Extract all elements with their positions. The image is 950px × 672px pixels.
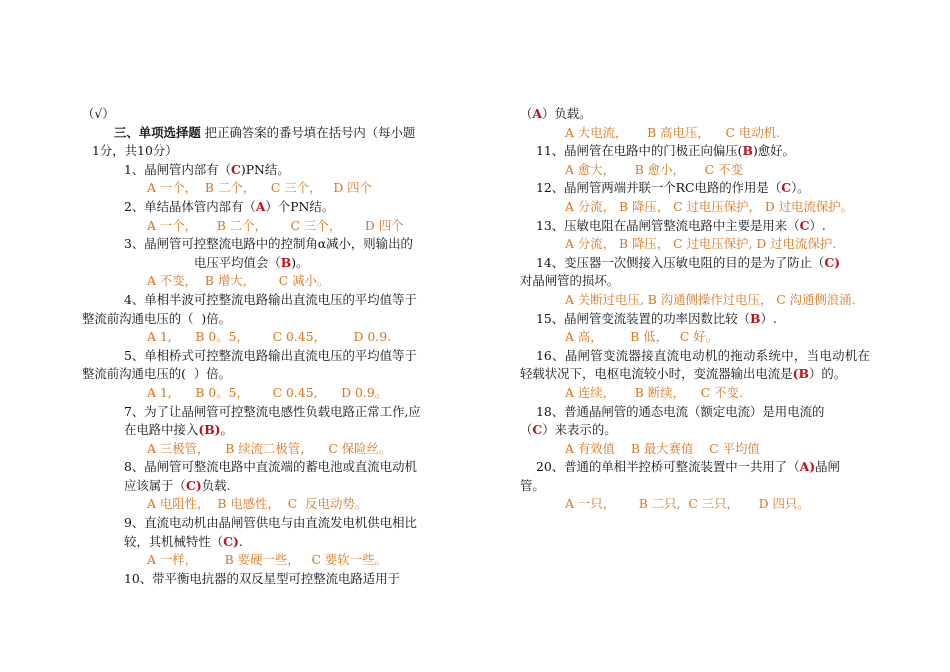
section-heading (82, 124, 447, 143)
answer-8: C) (185, 477, 202, 493)
options-14: A 关断过电压, B 沟通侧操作过电压， C 沟通侧浪涌. (565, 291, 856, 307)
question-5: 5、单相桥式可控整流电路输出直流电压的平均值等于 (124, 347, 417, 363)
question-13: 13、压敏电阻在晶闸管整流电路中主要是用来（C）. (536, 217, 826, 233)
question-20: 20、普通的单相半控桥可整流装置中一共用了（A)晶闸 (536, 459, 840, 475)
answer-3: B (280, 254, 292, 270)
question-10-cont: （A）负载。 (520, 106, 592, 121)
answer-12: C (781, 180, 792, 196)
question-14-cont: 对晶闸管的损坏。 (520, 273, 620, 289)
answer-2: A (255, 198, 266, 214)
question-3-cont: 电压平均值会（B)。 (194, 254, 309, 270)
question-7: 7、为了让晶闸管可控整流电感性负载电路正常工作,应 (124, 403, 421, 419)
question-8-cont: 应该属于（C)负载. (124, 477, 231, 493)
answer-7: (B) (198, 422, 221, 438)
question-11: 11、晶闸管在电路中的门极正向偏压(B)愈好。 (536, 143, 795, 159)
answer-15: B (750, 310, 761, 326)
question-18-cont: （C）来表示的。 (520, 422, 617, 438)
question-10: 10、带平衡电抗器的双反星型可控整流电路适用于 (124, 570, 400, 586)
answer-16: (B (792, 366, 809, 382)
answer-20: A) (799, 459, 816, 475)
left-column (82, 105, 447, 588)
options-3: A 不变， B 增大， C 减小。 (147, 273, 330, 289)
options-13: A 分流， B 降压， C 过电压保护, D 过电流保护. (565, 236, 837, 252)
check-mark: （√） (82, 106, 115, 121)
options-11: A 愈大， B 愈小， C 不变 (565, 161, 743, 177)
options-9: A 一样， B 要硬一些， C 要软一些。 (147, 552, 387, 568)
question-18: 18、普通晶闸管的通态电流（额定电流）是用电流的 (536, 403, 825, 419)
question-8: 8、晶闸管可整流电路中直流端的蓄电池或直流电动机 (124, 459, 417, 475)
answer-9: C) (223, 533, 239, 549)
options-20: A 一只， B 二只, C 三只， D 四只。 (565, 496, 810, 512)
question-3: 3、晶闸管可控整流电路中的控制角α减小，则输出的 (124, 236, 413, 252)
question-7-cont: 在电路中接入(B)。 (124, 422, 233, 438)
options-16: A 连续， B 断续， C 不变. (565, 384, 743, 400)
options-1: A 一个， B 二个， C 三个， D 四个 (147, 180, 372, 196)
options-10: A 大电流， B 高电压， C 电动机. (565, 124, 781, 140)
section-title: 三、单项选择题 (114, 124, 201, 140)
answer-11: B (742, 143, 753, 159)
options-12: A 分流， B 降压， C 过电压保护， D 过电流保护。 (565, 198, 854, 214)
question-16: 16、晶闸管变流器接直流电动机的拖动系统中，当电动机在轻载状况下，电枢电流较小时，变流器输出电流是(B）的。 (520, 347, 870, 382)
answer-10: A (532, 106, 543, 121)
answer-18: C (532, 422, 543, 438)
options-8: A 电阻性， B 电感性， C 反电动势。 (147, 496, 368, 512)
options-2: A 一个， B 二个， C 三个， D 四个 (147, 217, 404, 233)
options-5: A 1, B 0。5， C 0.45, D 0.9。 (147, 384, 388, 400)
answer-1: C (231, 161, 241, 177)
question-9-cont: 较，其机械特性（C). (124, 533, 243, 549)
options-7: A 三极管， B 续流二极管， C 保险丝。 (147, 440, 392, 456)
section-instruction-2: 1分，共10分） (92, 143, 178, 159)
answer-13: C (799, 217, 810, 233)
section-instruction: 把正确答案的番号填在括号内（每小题 (200, 124, 416, 140)
question-12: 12、晶闸管两端并联一个RC电路的作用是（C）。 (536, 180, 810, 196)
options-4: A 1, B 0。5， C 0.45， D 0.9. (147, 329, 392, 345)
question-14: 14、变压器一次侧接入压敏电阻的目的是为了防止（C) (536, 254, 841, 270)
question-5-cont: 整流前沟通电压的( ）倍。 (82, 366, 232, 382)
question-1: 1、晶闸管内部有（C)PN结。 (124, 161, 290, 177)
options-18: A 有效值 B 最大赛值 C 平均值 (565, 440, 760, 456)
options-15: A 高， B 低， C 好。 (565, 329, 719, 345)
question-2: 2、单结晶体管内部有（A）个PN结。 (124, 198, 335, 214)
right-column (520, 105, 870, 514)
question-4: 4、单相半波可控整流电路输出直流电压的平均值等于 (124, 291, 417, 307)
answer-14: C) (824, 254, 841, 270)
question-9: 9、直流电动机由晶闸管供电与由直流发电机供电相比 (124, 515, 417, 531)
question-4-cont: 整流前沟通电压的（ )倍。 (82, 310, 232, 326)
question-20-cont: 管。 (520, 477, 545, 493)
question-15: 15、晶闸管变流装置的功率因数比较（B）. (536, 310, 777, 326)
